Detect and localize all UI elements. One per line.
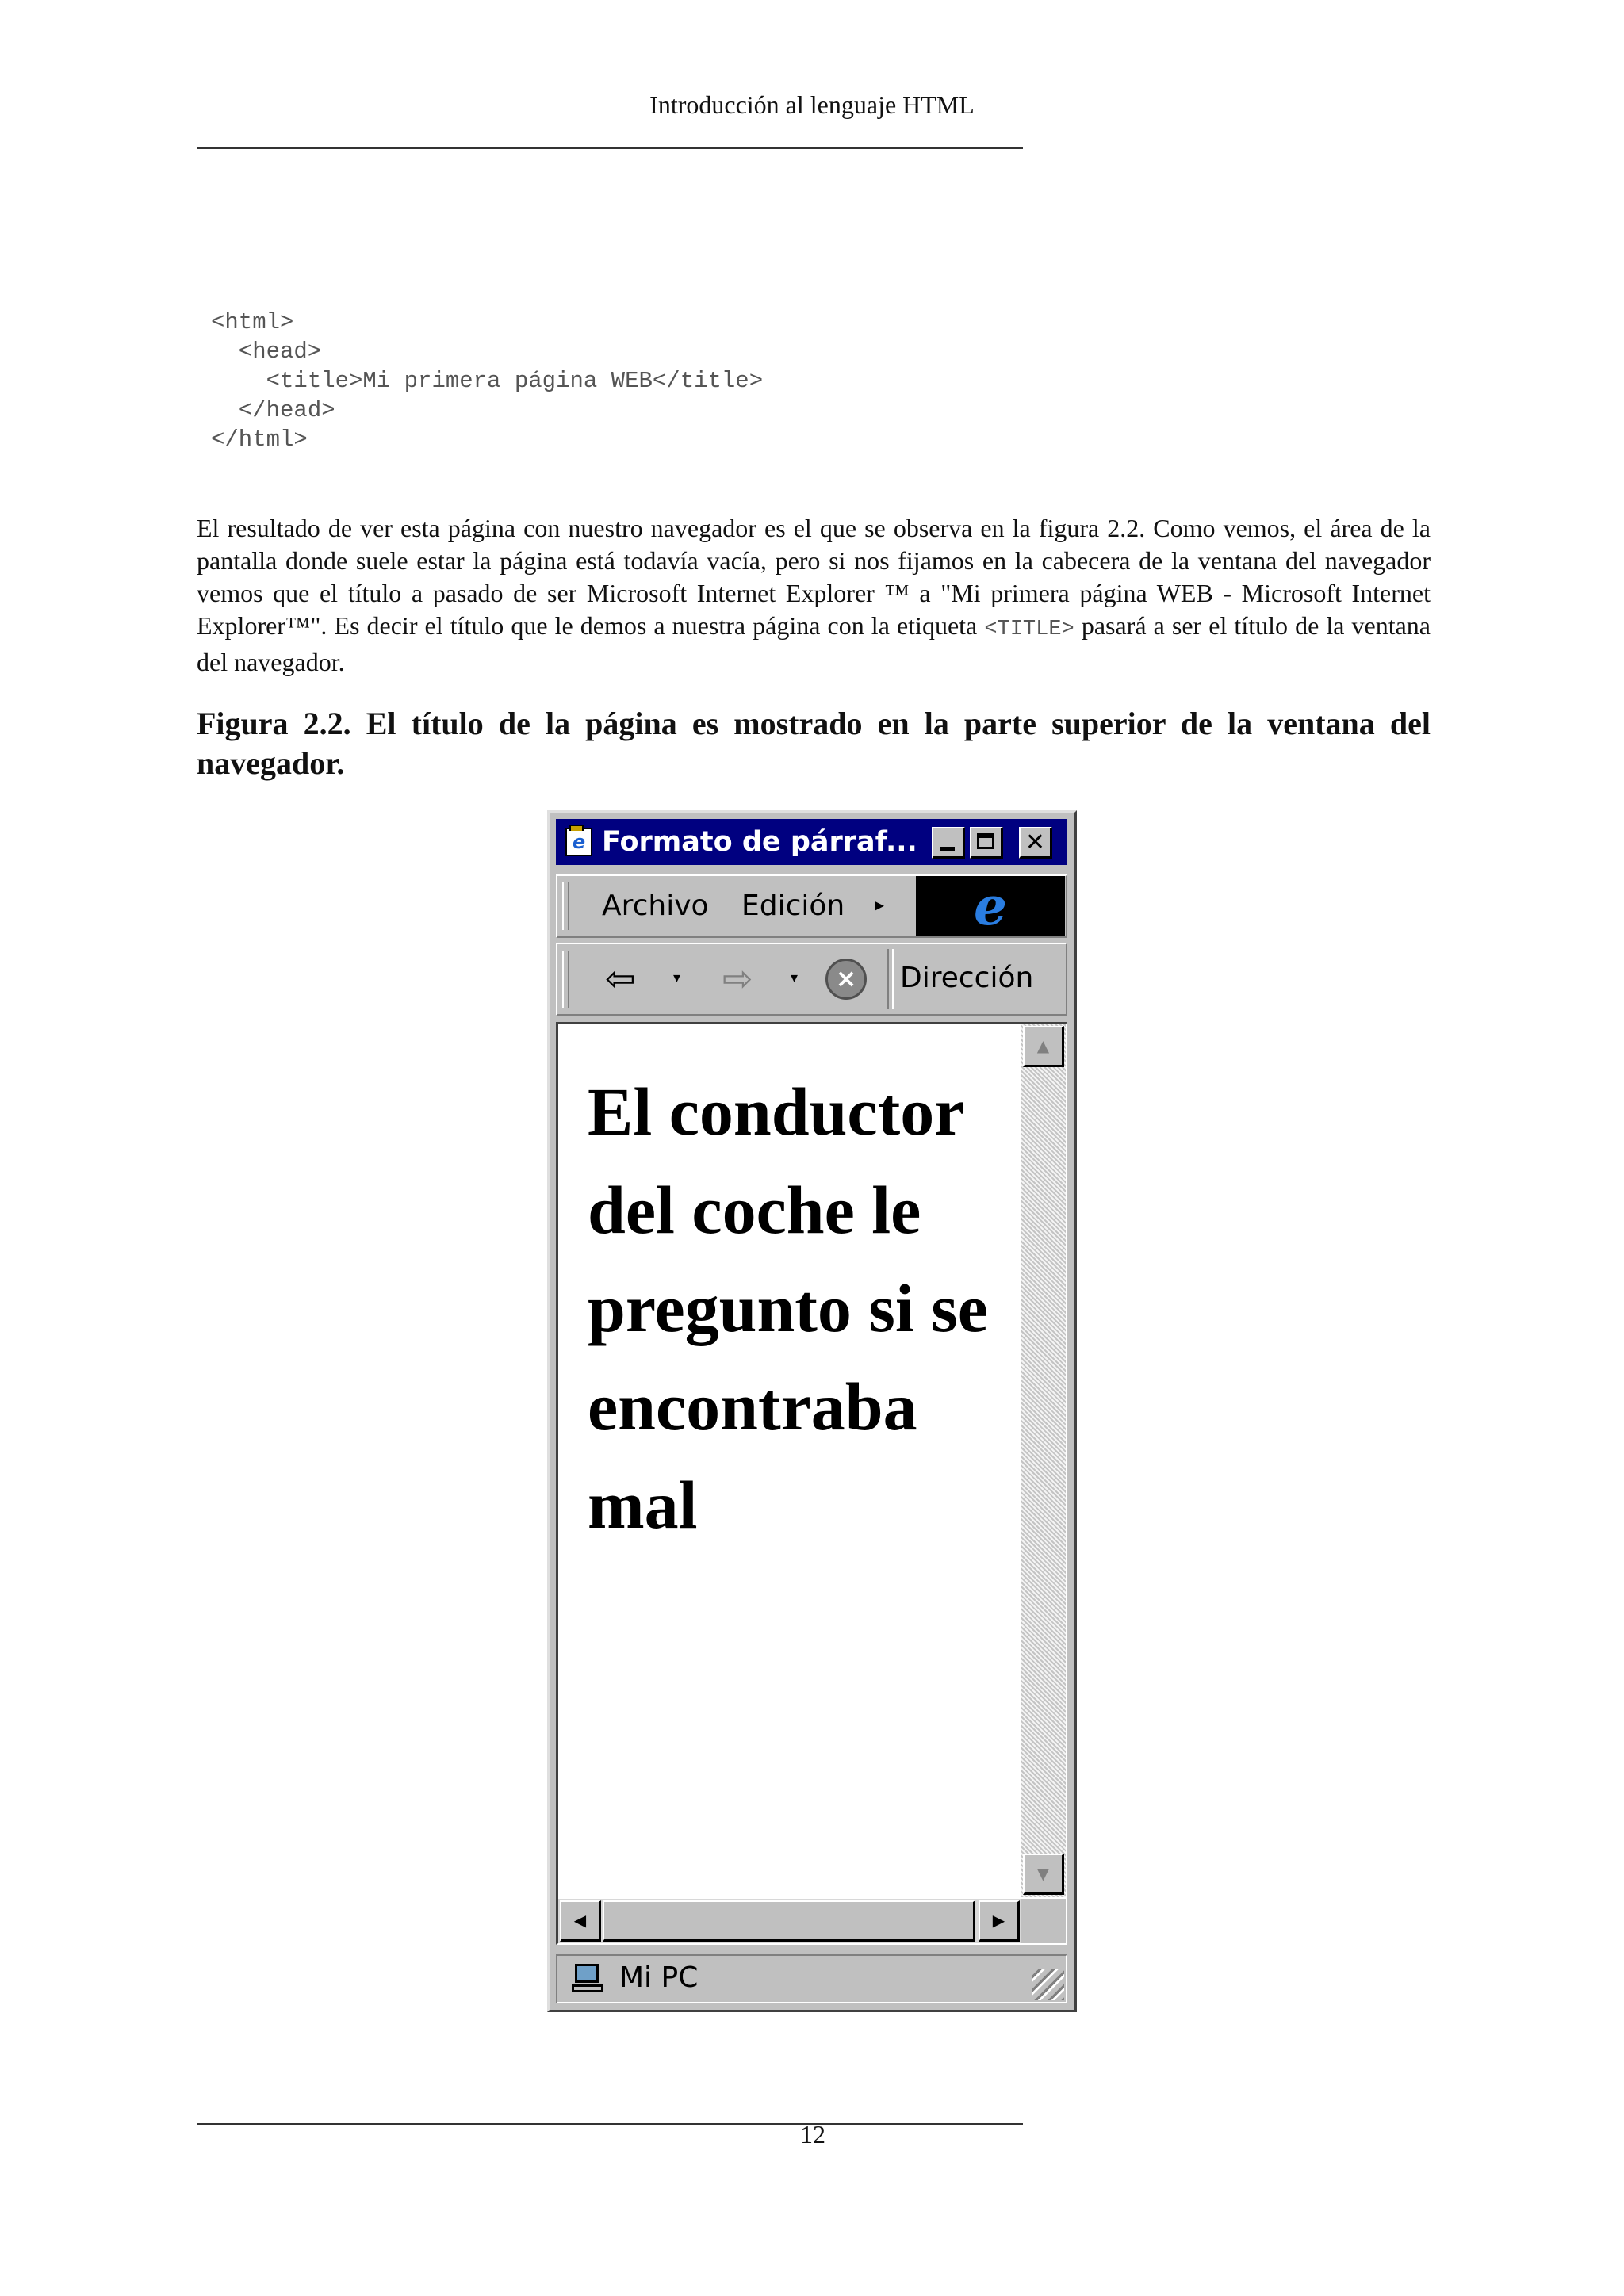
resize-grip-icon[interactable] bbox=[1032, 1969, 1064, 2000]
code-line: <head> bbox=[211, 339, 322, 365]
menu-archivo[interactable]: Archivo bbox=[602, 890, 709, 922]
code-line: </head> bbox=[211, 397, 335, 423]
minimize-icon bbox=[940, 847, 955, 851]
back-dropdown-icon[interactable]: ▾ bbox=[673, 970, 681, 986]
code-line: <title>Mi primera página WEB</title> bbox=[211, 368, 764, 394]
navigation-toolbar bbox=[556, 943, 1067, 1016]
ie-page-icon: e bbox=[565, 828, 592, 856]
scroll-down-icon[interactable]: ▼ bbox=[1023, 1854, 1064, 1895]
title-bar bbox=[556, 819, 1067, 865]
close-icon: ✕ bbox=[1025, 828, 1046, 856]
body-paragraph bbox=[197, 512, 1431, 679]
back-arrow-icon[interactable]: ⇦ bbox=[605, 957, 636, 1000]
page-content-heading: El conductor del coche le pregunto si se encontraba mal bbox=[588, 1073, 988, 1543]
window-title: Formato de párraf... bbox=[602, 826, 917, 858]
menu-bar bbox=[556, 874, 1067, 938]
vertical-scrollbar[interactable] bbox=[1021, 1024, 1066, 1897]
paragraph-text-end: pasará a ser el título de la ventana del navegador. bbox=[197, 611, 1431, 676]
code-line: <html> bbox=[211, 309, 294, 335]
close-button[interactable] bbox=[1019, 827, 1052, 859]
browser-window-screenshot bbox=[547, 810, 1077, 2012]
code-block bbox=[211, 308, 763, 454]
ie-throbber bbox=[916, 876, 1065, 936]
page-viewport bbox=[556, 1022, 1067, 1945]
horizontal-scroll-thumb[interactable] bbox=[603, 1900, 975, 1942]
footer-rule bbox=[197, 2123, 1023, 2125]
maximize-button[interactable] bbox=[970, 827, 1003, 859]
menu-edicion[interactable]: Edición bbox=[741, 890, 845, 922]
status-bar bbox=[556, 1954, 1067, 2003]
forward-arrow-icon[interactable]: ⇨ bbox=[722, 957, 753, 1000]
paragraph-text: El resultado de ver esta página con nuestro navegador es el que se observa en la figura 2.2. Como vemos, el área de la pantalla donde suele estar la página está todavía vacía, pero si nos fijamos en la cabecera de la ventana del navegador vemos que el título a pasado de ser Microsoft Internet Explorer ™ a "Mi primera página WEB - Microsoft Internet Explorer™". Es decir el título que le demos a nuestra página con la etiqueta bbox=[197, 514, 1431, 640]
header-rule bbox=[197, 147, 1023, 149]
computer-icon bbox=[572, 1964, 603, 1992]
status-zone-text: Mi PC bbox=[619, 1961, 699, 1994]
toolbar-separator bbox=[887, 949, 894, 1009]
stop-icon[interactable]: × bbox=[825, 959, 867, 1000]
inline-code-title-tag: <TITLE> bbox=[984, 618, 1074, 641]
minimize-button[interactable] bbox=[932, 827, 965, 859]
scroll-right-icon[interactable]: ▶ bbox=[979, 1900, 1020, 1942]
code-line: </html> bbox=[211, 427, 308, 453]
ie-logo-icon: e bbox=[974, 875, 1007, 937]
page-number: 12 bbox=[800, 2120, 825, 2149]
address-label[interactable]: Dirección bbox=[900, 962, 1034, 994]
scroll-left-icon[interactable]: ◀ bbox=[560, 1900, 601, 1942]
running-header: Introducción al lenguaje HTML bbox=[649, 90, 975, 119]
forward-dropdown-icon[interactable]: ▾ bbox=[791, 970, 799, 986]
maximize-icon bbox=[977, 833, 994, 849]
menu-overflow-chevron-icon[interactable]: ▸ bbox=[875, 894, 885, 916]
scroll-up-icon[interactable]: ▲ bbox=[1023, 1026, 1064, 1067]
scrollbar-corner bbox=[1021, 1899, 1066, 1943]
toolbar-grip[interactable] bbox=[562, 882, 569, 930]
toolbar-grip[interactable] bbox=[562, 951, 569, 1008]
figure-caption: Figura 2.2. El título de la página es mostrado en la parte superior de la ventana del navegador. bbox=[197, 706, 1431, 781]
